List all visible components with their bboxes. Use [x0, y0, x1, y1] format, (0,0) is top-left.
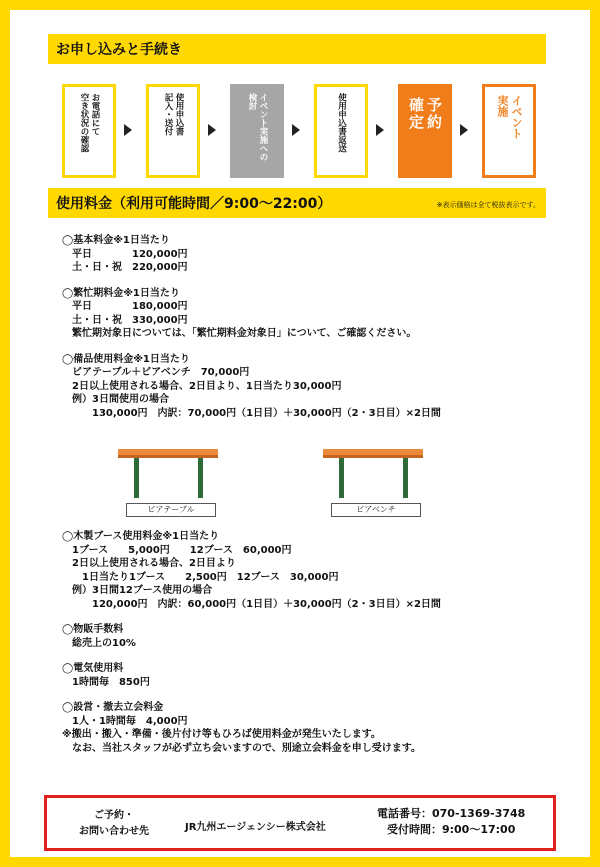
- fee-line: 例）3日間12ブース使用の場合: [62, 585, 213, 596]
- office-hours: 受付時間：9:00〜17:00: [386, 823, 516, 836]
- beer-bench-image: [323, 445, 428, 523]
- fee-line: 平日 120,000円: [62, 248, 188, 260]
- tax-note: ※表示価格は全て税抜表示です。: [436, 201, 540, 209]
- arrow-right-icon: [460, 124, 468, 136]
- step-3: [230, 84, 284, 178]
- section-title-fees-text: 使用料金（利用可能時間／9:00〜22:00）: [56, 196, 332, 212]
- fee-line: 1ブース 5,000円 12ブース 60,000円: [62, 544, 292, 556]
- step-5: [398, 84, 452, 178]
- section-title-fees: [48, 188, 546, 218]
- arrow-right-icon: [208, 124, 216, 136]
- fee-line: 130,000円 内訳：70,000円（1日目）＋30,000円（2・3日目）×2日間: [62, 407, 441, 419]
- step-5-text: 予約 確定: [407, 97, 443, 131]
- fee-line: ◯物販手数料: [62, 624, 124, 635]
- fee-line: ビアテーブル＋ビアベンチ 70,000円: [62, 367, 250, 378]
- fee-line: 土・日・祝 330,000円: [62, 314, 188, 326]
- arrow-right-icon: [124, 124, 132, 136]
- step-3-text: イベント実施への 検討: [247, 93, 268, 161]
- fee-list-1: [62, 234, 542, 420]
- fee-line: なお、当社スタッフが必ず立ち会いますので、別途立会料金を申し受けます。: [62, 742, 421, 754]
- fee-line: 1日当たり1ブース 2,500円 12ブース 30,000円: [62, 571, 339, 583]
- step-1-text: お電話にて 空き状況の確認: [79, 93, 100, 153]
- step-4: [314, 84, 368, 178]
- arrow-right-icon: [376, 124, 384, 136]
- fee-line: 総売上の10%: [62, 637, 136, 649]
- contact-details: [377, 806, 525, 838]
- fee-line: ◯設営・撤去立会料金: [62, 702, 164, 713]
- contact-label-line1: ご予約・: [94, 810, 134, 821]
- fee-line: ◯繁忙期料金※1日当たり: [62, 287, 180, 299]
- beer-table-caption: ビアテーブル: [126, 503, 216, 517]
- company-name: JR九州エージェンシー株式会社: [185, 822, 326, 833]
- fee-line: 2日以上使用される場合、2日目より: [62, 558, 236, 569]
- beer-bench-caption: ビアベンチ: [331, 503, 421, 517]
- fee-line: 繁忙期対象日については、「繁忙期料金対象日」について、ご確認ください。: [62, 328, 417, 339]
- section-title-application: [48, 34, 546, 64]
- arrow-right-icon: [292, 124, 300, 136]
- section-title-application-text: お申し込みと手続き: [56, 42, 182, 58]
- step-2: [146, 84, 200, 178]
- fee-line: 平日 180,000円: [62, 301, 188, 312]
- fee-line: ◯電気使用料: [62, 663, 124, 674]
- fee-line: ◯備品使用料金※1日当たり: [62, 353, 190, 365]
- procedure-steps: [62, 84, 532, 178]
- fee-line: 土・日・祝 220,000円: [62, 262, 188, 273]
- fee-line: 例）3日間使用の場合: [62, 394, 169, 405]
- fee-line: ※搬出・搬入・準備・後片付け等もひろば使用料金が発生いたします。: [62, 729, 381, 740]
- fee-line: ◯基本料金※1日当たり: [62, 235, 170, 246]
- contact-box: [44, 795, 556, 851]
- step-2-text: 使用申込書 記入・送付: [163, 93, 184, 136]
- fee-line: 1時間毎 850円: [62, 676, 150, 688]
- fee-line: 120,000円 内訳：60,000円（1日目）＋30,000円（2・3日目）×2日間: [62, 598, 441, 610]
- fee-list-2: [62, 530, 542, 755]
- equipment-images: [118, 445, 448, 523]
- fee-line: 1人・1時間毎 4,000円: [62, 715, 188, 727]
- contact-label: [69, 808, 159, 840]
- step-6: [482, 84, 536, 178]
- phone-number[interactable]: 電話番号：070-1369-3748: [377, 807, 526, 820]
- contact-label-line2: お問い合わせ先: [79, 826, 149, 837]
- fee-line: ◯木製ブース使用料金※1日当たり: [62, 531, 220, 542]
- step-4-text: 使用申込書返送: [336, 93, 347, 153]
- step-6-text: イベント 実施: [496, 95, 523, 139]
- step-1: [62, 84, 116, 178]
- beer-table-image: [118, 445, 223, 523]
- fee-line: 2日以上使用される場合、2日目より、1日当たり30,000円: [62, 380, 342, 392]
